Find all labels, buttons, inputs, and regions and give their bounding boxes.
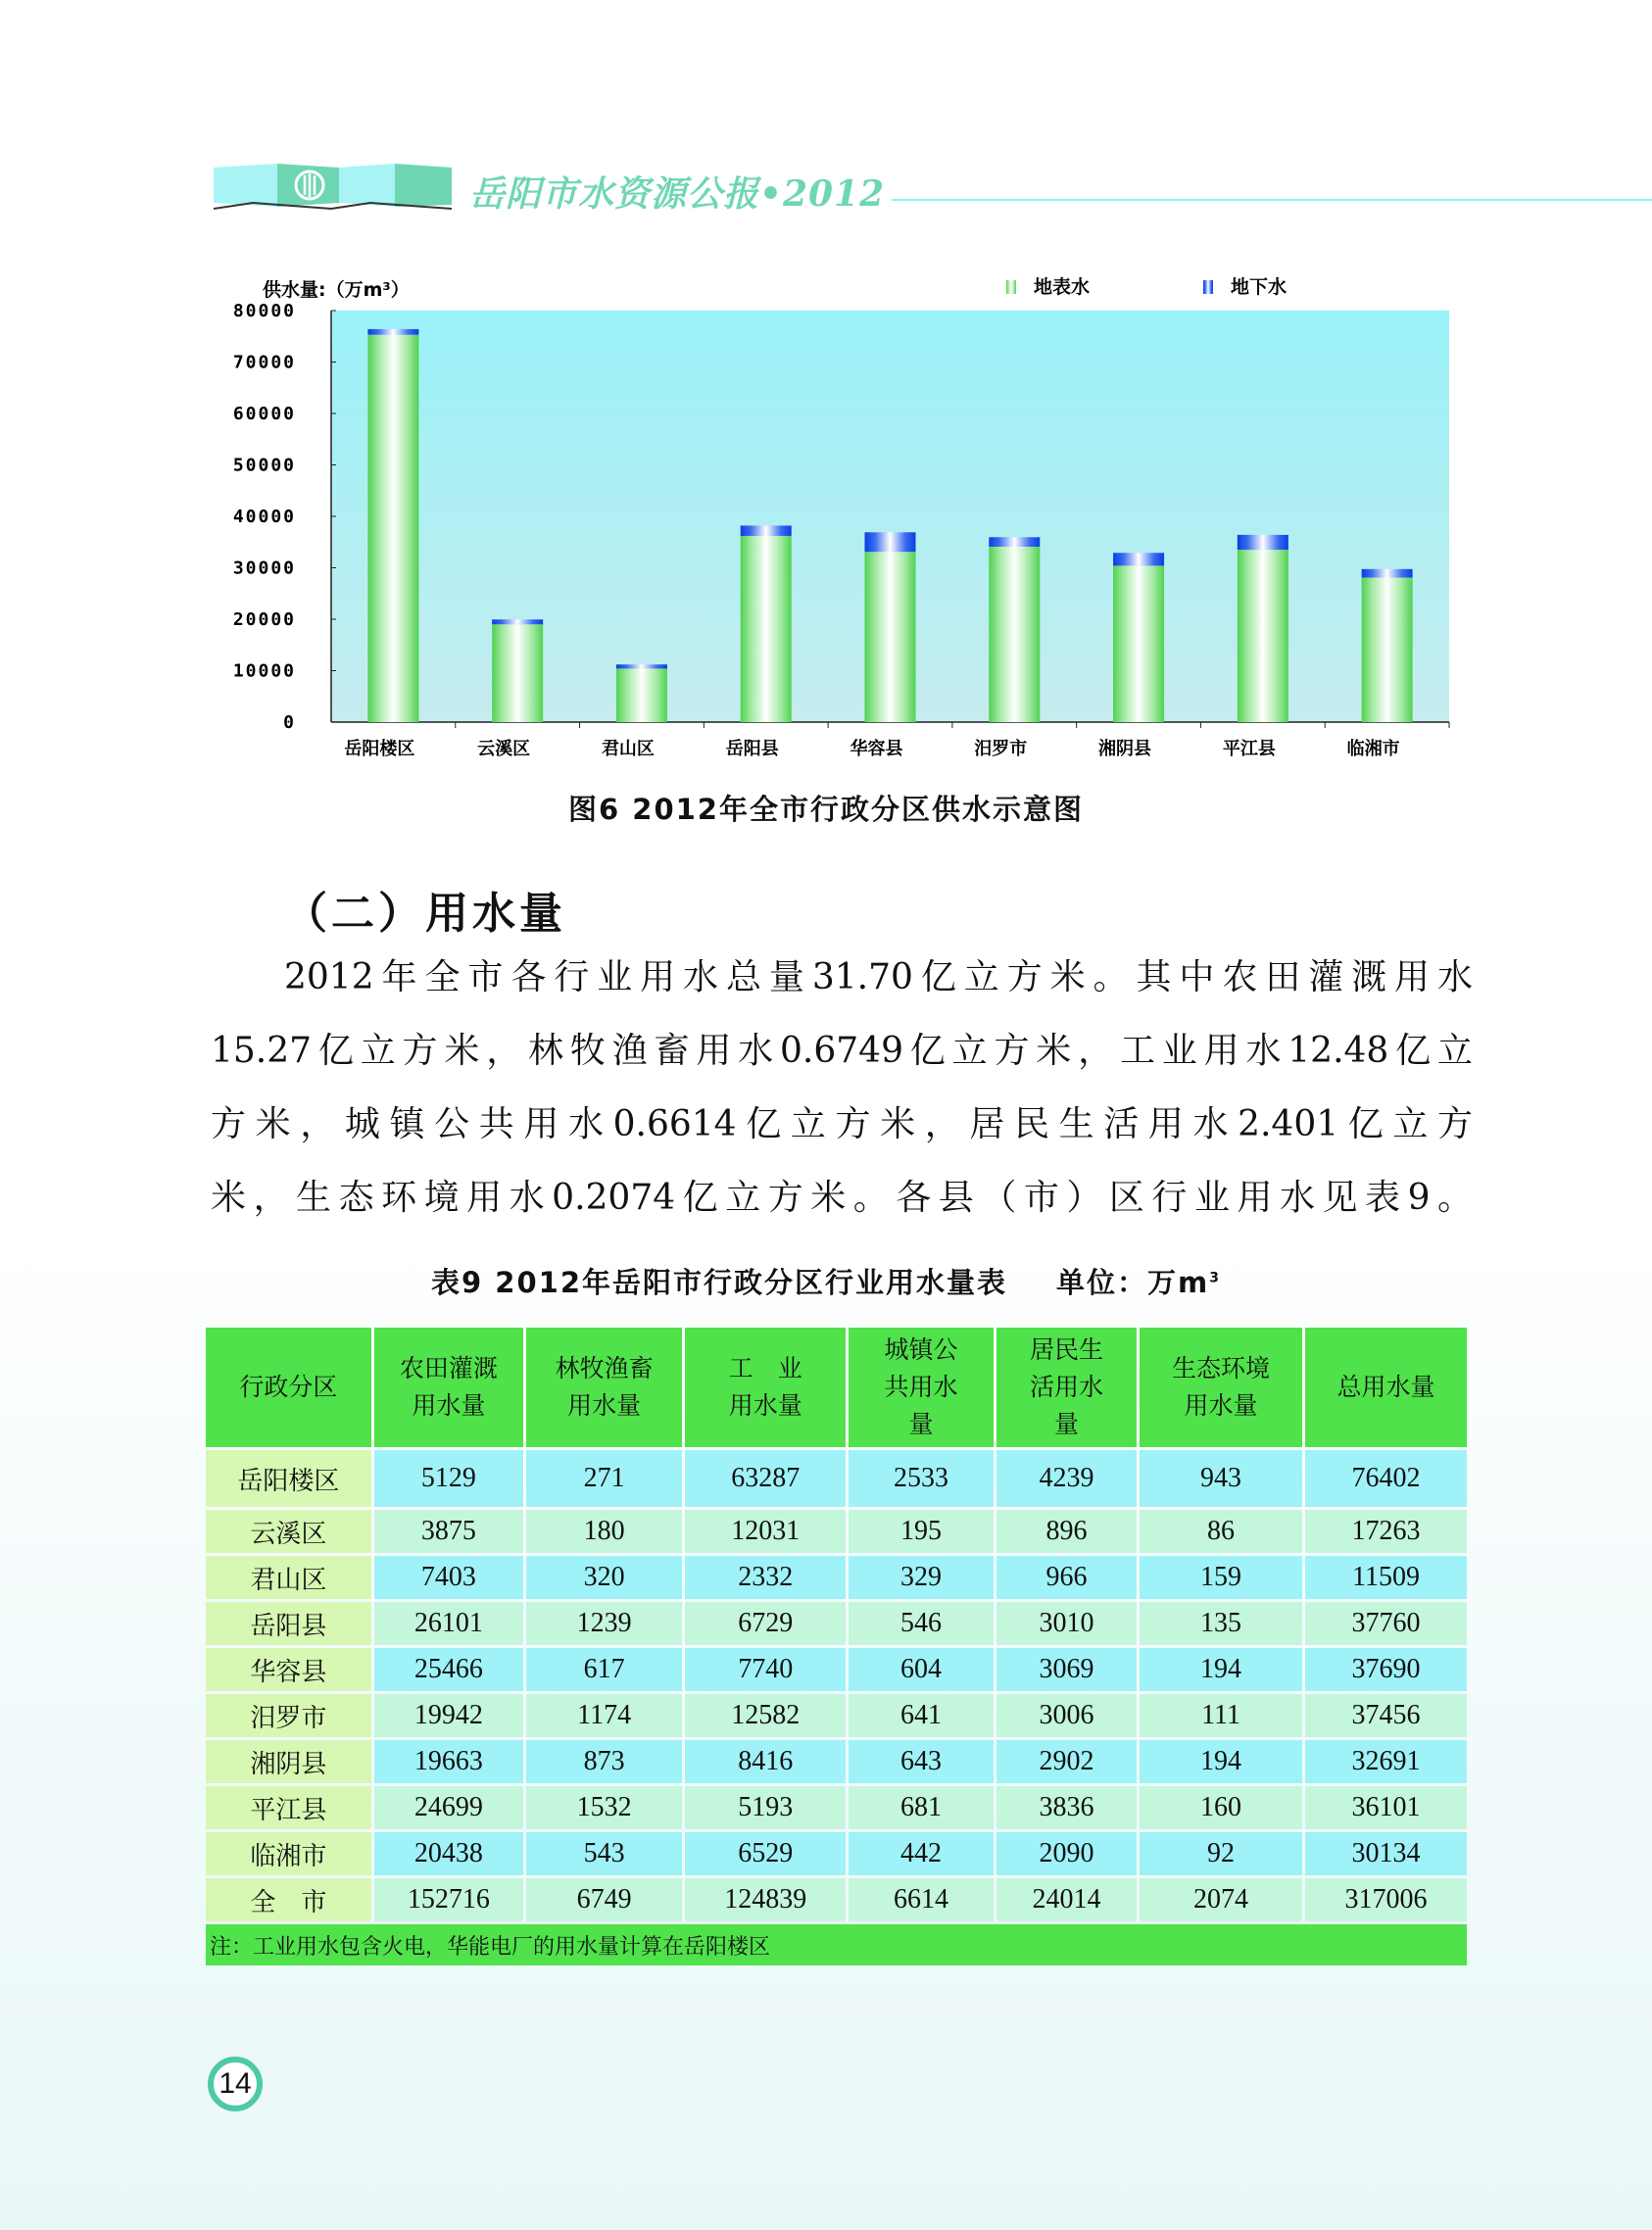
surface-water-bar	[741, 536, 792, 722]
value-cell: 1532	[526, 1786, 682, 1829]
row-header-cell: 云溪区	[206, 1510, 371, 1553]
x-tick-label: 汨罗市	[974, 739, 1028, 759]
x-tick-label: 湘阴县	[1098, 739, 1152, 759]
column-header-line: 居民生	[1029, 1335, 1103, 1364]
figure-caption: 图6 2012年全市行政分区供水示意图	[568, 793, 1084, 826]
table-row	[206, 1832, 1467, 1875]
value-cell: 37760	[1305, 1602, 1467, 1645]
ground-water-bar	[989, 537, 1040, 547]
row-header-cell: 君山区	[206, 1556, 371, 1599]
surface-water-bar	[367, 335, 418, 722]
column-header	[849, 1328, 994, 1447]
table-row	[206, 1786, 1467, 1829]
table-unit-exponent: 3	[1209, 1270, 1221, 1286]
report-header-title: 岳阳市水资源公报•2012	[469, 173, 886, 215]
value-cell: 546	[849, 1602, 994, 1645]
value-cell: 6749	[526, 1878, 682, 1921]
column-header	[996, 1328, 1137, 1447]
table-note: 注：工业用水包含火电，华能电厂的用水量计算在岳阳楼区	[206, 1924, 1467, 1965]
table-row	[206, 1602, 1467, 1645]
y-tick-label: 50000	[232, 455, 296, 476]
value-cell: 11509	[1305, 1556, 1467, 1599]
column-header-line: 用水量	[412, 1391, 486, 1420]
y-tick-label: 60000	[232, 404, 296, 424]
value-cell: 92	[1140, 1832, 1302, 1875]
value-cell: 25466	[374, 1648, 523, 1691]
column-header-line: 农田灌溉	[399, 1354, 498, 1382]
value-cell: 20438	[374, 1832, 523, 1875]
value-cell: 2533	[849, 1450, 994, 1507]
y-tick-label: 80000	[232, 301, 296, 321]
surface-water-bar	[1362, 577, 1413, 722]
value-cell: 124839	[685, 1878, 846, 1921]
table-row	[206, 1450, 1467, 1507]
x-tick-label: 平江县	[1222, 739, 1276, 759]
value-cell: 152716	[374, 1878, 523, 1921]
paragraph-line: 2012年全市各行业用水总量31.70亿立方米。其中农田灌溉用水	[284, 957, 1473, 997]
value-cell: 6729	[685, 1602, 846, 1645]
value-cell: 2074	[1140, 1878, 1302, 1921]
column-header	[1140, 1328, 1302, 1447]
value-cell: 19663	[374, 1740, 523, 1783]
value-cell: 86	[1140, 1510, 1302, 1553]
value-cell: 4239	[996, 1450, 1137, 1507]
value-cell: 76402	[1305, 1450, 1467, 1507]
table-row	[206, 1740, 1467, 1783]
value-cell: 159	[1140, 1556, 1302, 1599]
value-cell: 3836	[996, 1786, 1137, 1829]
ground-water-bar	[1362, 569, 1413, 578]
value-cell: 195	[849, 1510, 994, 1553]
value-cell: 873	[526, 1740, 682, 1783]
value-cell: 7740	[685, 1648, 846, 1691]
value-cell: 317006	[1305, 1878, 1467, 1921]
ground-water-bar	[865, 532, 916, 552]
row-header-cell: 汨罗市	[206, 1694, 371, 1737]
table-row	[206, 1648, 1467, 1691]
value-cell: 641	[849, 1694, 994, 1737]
column-header-line: 量	[1053, 1410, 1079, 1438]
value-cell: 617	[526, 1648, 682, 1691]
column-header-line: 城镇公	[884, 1335, 958, 1364]
value-cell: 643	[849, 1740, 994, 1783]
ground-water-bar	[367, 329, 418, 335]
page-number: 14	[208, 2057, 263, 2111]
value-cell: 24014	[996, 1878, 1137, 1921]
value-cell: 543	[526, 1832, 682, 1875]
x-tick-label: 云溪区	[477, 739, 531, 759]
row-header-cell: 华容县	[206, 1648, 371, 1691]
x-tick-label: 君山区	[601, 739, 655, 759]
legend	[1006, 275, 1287, 298]
legend-swatch-ground	[1203, 280, 1213, 294]
value-cell: 63287	[685, 1450, 846, 1507]
column-header	[206, 1328, 371, 1447]
legend-label-ground: 地下水	[1231, 276, 1288, 298]
column-header-line: 行政分区	[239, 1373, 338, 1401]
value-cell: 320	[526, 1556, 682, 1599]
value-cell: 1174	[526, 1694, 682, 1737]
value-cell: 26101	[374, 1602, 523, 1645]
value-cell: 37690	[1305, 1648, 1467, 1691]
water-use-table	[203, 1325, 1470, 1968]
water-supply-chart	[0, 265, 1652, 774]
value-cell: 12031	[685, 1510, 846, 1553]
value-cell: 19942	[374, 1694, 523, 1737]
table-row	[206, 1694, 1467, 1737]
column-header-line: 工 业	[728, 1354, 802, 1382]
x-tick-label: 岳阳楼区	[344, 739, 415, 759]
value-cell: 966	[996, 1556, 1137, 1599]
value-cell: 180	[526, 1510, 682, 1553]
surface-water-bar	[492, 624, 543, 722]
ground-water-bar	[1238, 535, 1288, 550]
value-cell: 17263	[1305, 1510, 1467, 1553]
x-tick-label: 临湘市	[1346, 739, 1400, 759]
ground-water-bar	[1113, 553, 1164, 565]
surface-water-bar	[1113, 565, 1164, 722]
y-tick-label: 30000	[232, 558, 296, 579]
surface-water-bar	[616, 668, 667, 722]
value-cell: 8416	[685, 1740, 846, 1783]
value-cell: 6529	[685, 1832, 846, 1875]
value-cell: 36101	[1305, 1786, 1467, 1829]
value-cell: 3010	[996, 1602, 1137, 1645]
value-cell: 194	[1140, 1648, 1302, 1691]
table-title: 表9 2012年岳阳市行政分区行业用水量表	[431, 1266, 1008, 1299]
value-cell: 37456	[1305, 1694, 1467, 1737]
row-header-cell: 湘阴县	[206, 1740, 371, 1783]
value-cell: 3875	[374, 1510, 523, 1553]
value-cell: 3006	[996, 1694, 1137, 1737]
value-cell: 896	[996, 1510, 1137, 1553]
paragraph-line: 方米，城镇公共用水0.6614亿立方米，居民生活用水2.401亿立方	[211, 1104, 1473, 1144]
paragraph-line: 米，生态环境用水0.2074亿立方米。各县（市）区行业用水见表9。	[211, 1178, 1473, 1218]
column-header-line: 总用水量	[1336, 1373, 1435, 1401]
y-tick-label: 70000	[232, 352, 296, 373]
y-tick-label: 0	[283, 712, 296, 733]
value-cell: 271	[526, 1450, 682, 1507]
surface-water-bar	[865, 552, 916, 722]
value-cell: 135	[1140, 1602, 1302, 1645]
section-heading: （二）用水量	[284, 889, 566, 939]
y-axis-label: 供水量:（万m³）	[263, 279, 410, 301]
row-header-cell: 全 市	[206, 1878, 371, 1921]
table-unit: 单位：万m	[1056, 1266, 1210, 1299]
value-cell: 24699	[374, 1786, 523, 1829]
header-rule	[892, 199, 1652, 201]
surface-water-bar	[1238, 550, 1288, 722]
value-cell: 604	[849, 1648, 994, 1691]
value-cell: 7403	[374, 1556, 523, 1599]
legend-label-surface: 地表水	[1034, 276, 1091, 298]
value-cell: 2332	[685, 1556, 846, 1599]
body-paragraph	[211, 941, 1473, 1235]
row-header-cell: 临湘市	[206, 1832, 371, 1875]
row-header-cell: 岳阳楼区	[206, 1450, 371, 1507]
value-cell: 1239	[526, 1602, 682, 1645]
legend-swatch-surface	[1006, 280, 1016, 294]
value-cell: 329	[849, 1556, 994, 1599]
column-header-line: 量	[908, 1410, 934, 1438]
ground-water-bar	[492, 619, 543, 624]
y-tick-label: 40000	[232, 507, 296, 527]
column-header-line: 活用水	[1029, 1373, 1103, 1401]
value-cell: 111	[1140, 1694, 1302, 1737]
column-header-line: 林牧渔畜	[555, 1354, 654, 1382]
x-tick-label: 岳阳县	[725, 739, 779, 759]
value-cell: 681	[849, 1786, 994, 1829]
column-header-line: 用水量	[567, 1391, 642, 1420]
value-cell: 30134	[1305, 1832, 1467, 1875]
value-cell: 943	[1140, 1450, 1302, 1507]
value-cell: 2090	[996, 1832, 1137, 1875]
column-header-line: 生态环境	[1172, 1354, 1271, 1382]
y-tick-label: 20000	[232, 609, 296, 630]
table-row	[206, 1878, 1467, 1921]
value-cell: 160	[1140, 1786, 1302, 1829]
value-cell: 3069	[996, 1648, 1137, 1691]
table-caption	[0, 1261, 1652, 1301]
y-tick-label: 10000	[232, 660, 296, 682]
column-header	[1305, 1328, 1467, 1447]
column-header	[526, 1328, 682, 1447]
value-cell: 194	[1140, 1740, 1302, 1783]
value-cell: 5193	[685, 1786, 846, 1829]
row-header-cell: 岳阳县	[206, 1602, 371, 1645]
paragraph-line: 15.27亿立方米，林牧渔畜用水0.6749亿立方米，工业用水12.48亿立	[211, 1031, 1473, 1071]
column-header-line: 用水量	[1184, 1391, 1258, 1420]
surface-water-bar	[989, 547, 1040, 722]
value-cell: 32691	[1305, 1740, 1467, 1783]
ground-water-bar	[616, 664, 667, 668]
row-header-cell: 平江县	[206, 1786, 371, 1829]
value-cell: 12582	[685, 1694, 846, 1737]
value-cell: 5129	[374, 1450, 523, 1507]
ground-water-bar	[741, 525, 792, 536]
report-logo-banner	[214, 164, 452, 211]
value-cell: 6614	[849, 1878, 994, 1921]
column-header	[685, 1328, 846, 1447]
column-header-line: 用水量	[728, 1391, 802, 1420]
table-row	[206, 1556, 1467, 1599]
value-cell: 442	[849, 1832, 994, 1875]
column-header	[374, 1328, 523, 1447]
x-tick-label: 华容县	[850, 739, 903, 759]
column-header-line: 共用水	[884, 1373, 958, 1401]
value-cell: 2902	[996, 1740, 1137, 1783]
table-row	[206, 1510, 1467, 1553]
